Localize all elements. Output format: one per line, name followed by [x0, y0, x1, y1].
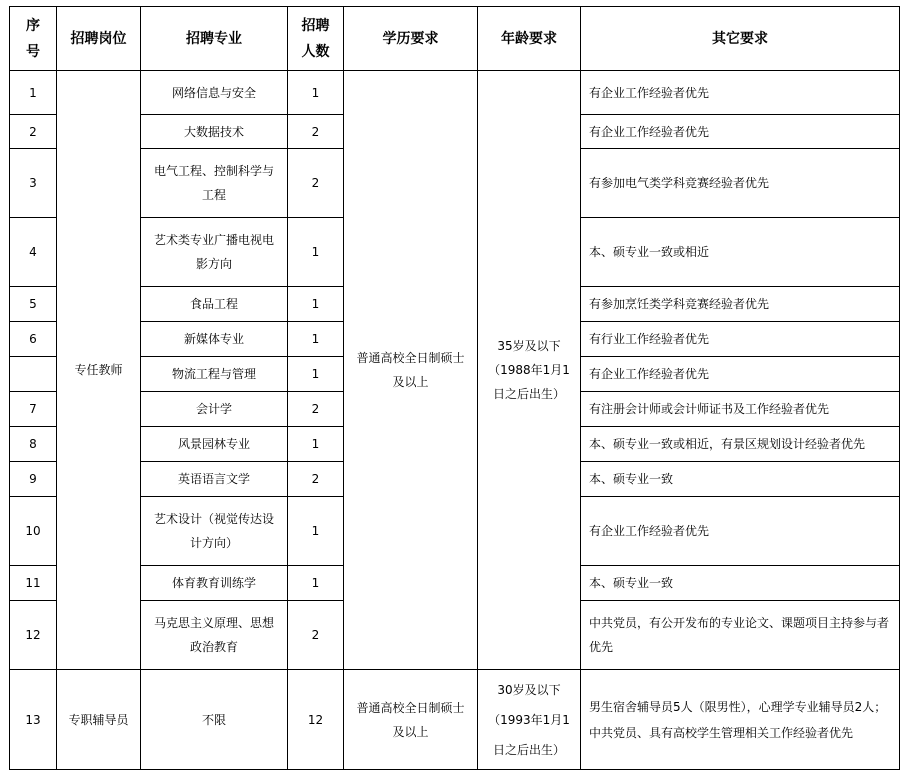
cell-position: 专任教师: [57, 71, 141, 670]
cell-seq: 5: [10, 287, 57, 322]
recruitment-table: [9, 6, 900, 770]
cell-count: 2: [288, 392, 344, 427]
cell-count: 1: [288, 71, 344, 115]
cell-position: 专职辅导员: [57, 670, 141, 770]
cell-seq: 10: [10, 497, 57, 566]
cell-seq: 7: [10, 392, 57, 427]
cell-seq: 1: [10, 71, 57, 115]
header-other: 其它要求: [581, 7, 900, 71]
header-seq: 序号: [10, 7, 57, 71]
cell-major: 网络信息与安全: [141, 71, 288, 115]
cell-count: 12: [288, 670, 344, 770]
cell-count: 1: [288, 322, 344, 357]
cell-major: 新媒体专业: [141, 322, 288, 357]
cell-other: 有企业工作经验者优先: [581, 497, 900, 566]
cell-seq: 2: [10, 115, 57, 149]
cell-major: 风景园林专业: [141, 427, 288, 462]
cell-count: 2: [288, 115, 344, 149]
cell-seq: 9: [10, 462, 57, 497]
table-row: [10, 71, 900, 115]
cell-count: 2: [288, 601, 344, 670]
table-row: [10, 670, 900, 770]
cell-education: 普通高校全日制硕士及以上: [344, 670, 478, 770]
cell-other: 有参加电气类学科竞赛经验者优先: [581, 149, 900, 218]
header-position: 招聘岗位: [57, 7, 141, 71]
cell-major: 体育教育训练学: [141, 566, 288, 601]
cell-count: 1: [288, 218, 344, 287]
cell-seq: 13: [10, 670, 57, 770]
header-education: 学历要求: [344, 7, 478, 71]
cell-other: 有企业工作经验者优先: [581, 115, 900, 149]
cell-major: 艺术类专业广播电视电影方向: [141, 218, 288, 287]
cell-major: 会计学: [141, 392, 288, 427]
cell-other: 有企业工作经验者优先: [581, 357, 900, 392]
cell-other: 有行业工作经验者优先: [581, 322, 900, 357]
cell-count: 2: [288, 149, 344, 218]
cell-other: 有企业工作经验者优先: [581, 71, 900, 115]
cell-major: 英语语言文学: [141, 462, 288, 497]
cell-count: 1: [288, 287, 344, 322]
cell-age: 35岁及以下（1988年1月1日之后出生）: [478, 71, 581, 670]
header-count: 招聘人数: [288, 7, 344, 71]
cell-count: 1: [288, 357, 344, 392]
cell-other: 中共党员，有公开发布的专业论文、课题项目主持参与者优先: [581, 601, 900, 670]
cell-major: 食品工程: [141, 287, 288, 322]
cell-other: 本、硕专业一致: [581, 462, 900, 497]
cell-count: 1: [288, 427, 344, 462]
cell-major: 物流工程与管理: [141, 357, 288, 392]
cell-count: 1: [288, 497, 344, 566]
header-major: 招聘专业: [141, 7, 288, 71]
cell-major: 马克思主义原理、思想政治教育: [141, 601, 288, 670]
header-row: [10, 7, 900, 71]
cell-seq: 12: [10, 601, 57, 670]
cell-other: 男生宿舍辅导员5人（限男性），心理学专业辅导员2人；中共党员、具有高校学生管理相关工作经验者优先: [581, 670, 900, 770]
cell-other: 本、硕专业一致或相近: [581, 218, 900, 287]
cell-major: 不限: [141, 670, 288, 770]
cell-major: 艺术设计（视觉传达设计方向）: [141, 497, 288, 566]
cell-other: 有注册会计师或会计师证书及工作经验者优先: [581, 392, 900, 427]
cell-other: 有参加烹饪类学科竞赛经验者优先: [581, 287, 900, 322]
cell-age: 30岁及以下（1993年1月1日之后出生）: [478, 670, 581, 770]
cell-major: 电气工程、控制科学与工程: [141, 149, 288, 218]
cell-seq: [10, 357, 57, 392]
cell-seq: 6: [10, 322, 57, 357]
cell-other: 本、硕专业一致: [581, 566, 900, 601]
header-age: 年龄要求: [478, 7, 581, 71]
cell-seq: 8: [10, 427, 57, 462]
cell-major: 大数据技术: [141, 115, 288, 149]
cell-seq: 11: [10, 566, 57, 601]
cell-education: 普通高校全日制硕士及以上: [344, 71, 478, 670]
cell-seq: 3: [10, 149, 57, 218]
cell-count: 1: [288, 566, 344, 601]
cell-other: 本、硕专业一致或相近，有景区规划设计经验者优先: [581, 427, 900, 462]
cell-seq: 4: [10, 218, 57, 287]
cell-count: 2: [288, 462, 344, 497]
